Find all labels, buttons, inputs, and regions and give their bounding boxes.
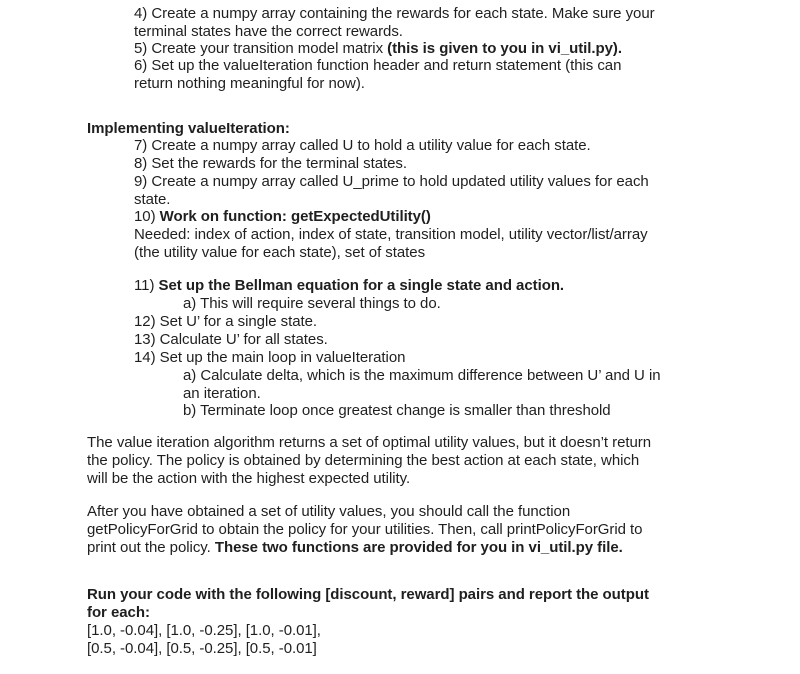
step-14-b: b) Terminate loop once greatest change is smaller than threshold [183, 402, 611, 419]
step-11-number: 11) [134, 277, 159, 294]
step-12: 12) Set U’ for a single state. [134, 313, 318, 330]
step-11-a: a) This will require several things to do. [183, 295, 441, 312]
step-9-line-1: 9) Create a numpy array called U_prime to hold updated utility values for each [134, 173, 649, 190]
step-4-line-2: terminal states have the correct rewards. [134, 23, 403, 40]
needed-line-1: Needed: index of action, index of state, transition model, utility vector/list/array [134, 226, 648, 243]
step-5 [134, 40, 622, 58]
para-1-line-1: The value iteration algorithm returns a set of optimal utility values, but it doesn’t return [87, 434, 652, 451]
step-8: 8) Set the rewards for the terminal states. [134, 155, 407, 172]
step-14: 14) Set up the main loop in valueIteration [134, 349, 406, 366]
step-11 [134, 277, 564, 295]
para-2-line-3-text: print out the policy. [87, 539, 215, 556]
step-7: 7) Create a numpy array called U to hold a utility value for each state. [134, 137, 591, 154]
step-6-line-2: return nothing meaningful for now). [134, 75, 365, 92]
step-10-number: 10) [134, 208, 160, 225]
pairs-line-1: [1.0, -0.04], [1.0, -0.25], [1.0, -0.01], [87, 622, 321, 639]
para-2-line-3-bold: These two functions are provided for you in vi_util.py file. [214, 539, 623, 556]
pairs-line-2: [0.5, -0.04], [0.5, -0.25], [0.5, -0.01] [87, 640, 317, 657]
step-5-text: 5) Create your transition model matrix [134, 40, 388, 57]
run-heading-line-1: Run your code with the following [discount, reward] pairs and report the output [87, 586, 649, 603]
para-1-line-2: the policy. The policy is obtained by determining the best action at each state, which [87, 452, 640, 469]
run-heading-line-2: for each: [87, 604, 150, 621]
para-2-line-1: After you have obtained a set of utility values, you should call the function [87, 503, 571, 520]
step-10 [134, 208, 431, 226]
step-10-bold: Work on function: getExpectedUtility() [159, 208, 431, 225]
step-6-line-1: 6) Set up the valueIteration function header and return statement (this can [134, 57, 622, 74]
para-2-line-2: getPolicyForGrid to obtain the policy for your utilities. Then, call printPolicyForGrid to [87, 521, 643, 538]
para-2-line-3 [87, 539, 623, 557]
step-5-bold: (this is given to you in vi_util.py). [387, 40, 622, 57]
step-11-bold: Set up the Bellman equation for a single state and action. [158, 277, 565, 294]
implementing-heading: Implementing valueIteration: [87, 120, 290, 137]
step-9-line-2: state. [134, 191, 171, 208]
step-14-a-line-2: an iteration. [183, 385, 261, 402]
step-13: 13) Calculate U’ for all states. [134, 331, 328, 348]
para-1-line-3: will be the action with the highest expected utility. [87, 470, 411, 487]
needed-line-2: (the utility value for each state), set of states [134, 244, 426, 261]
step-4-line-1: 4) Create a numpy array containing the rewards for each state. Make sure your [134, 5, 655, 22]
step-14-a-line-1: a) Calculate delta, which is the maximum difference between U’ and U in [183, 367, 661, 384]
